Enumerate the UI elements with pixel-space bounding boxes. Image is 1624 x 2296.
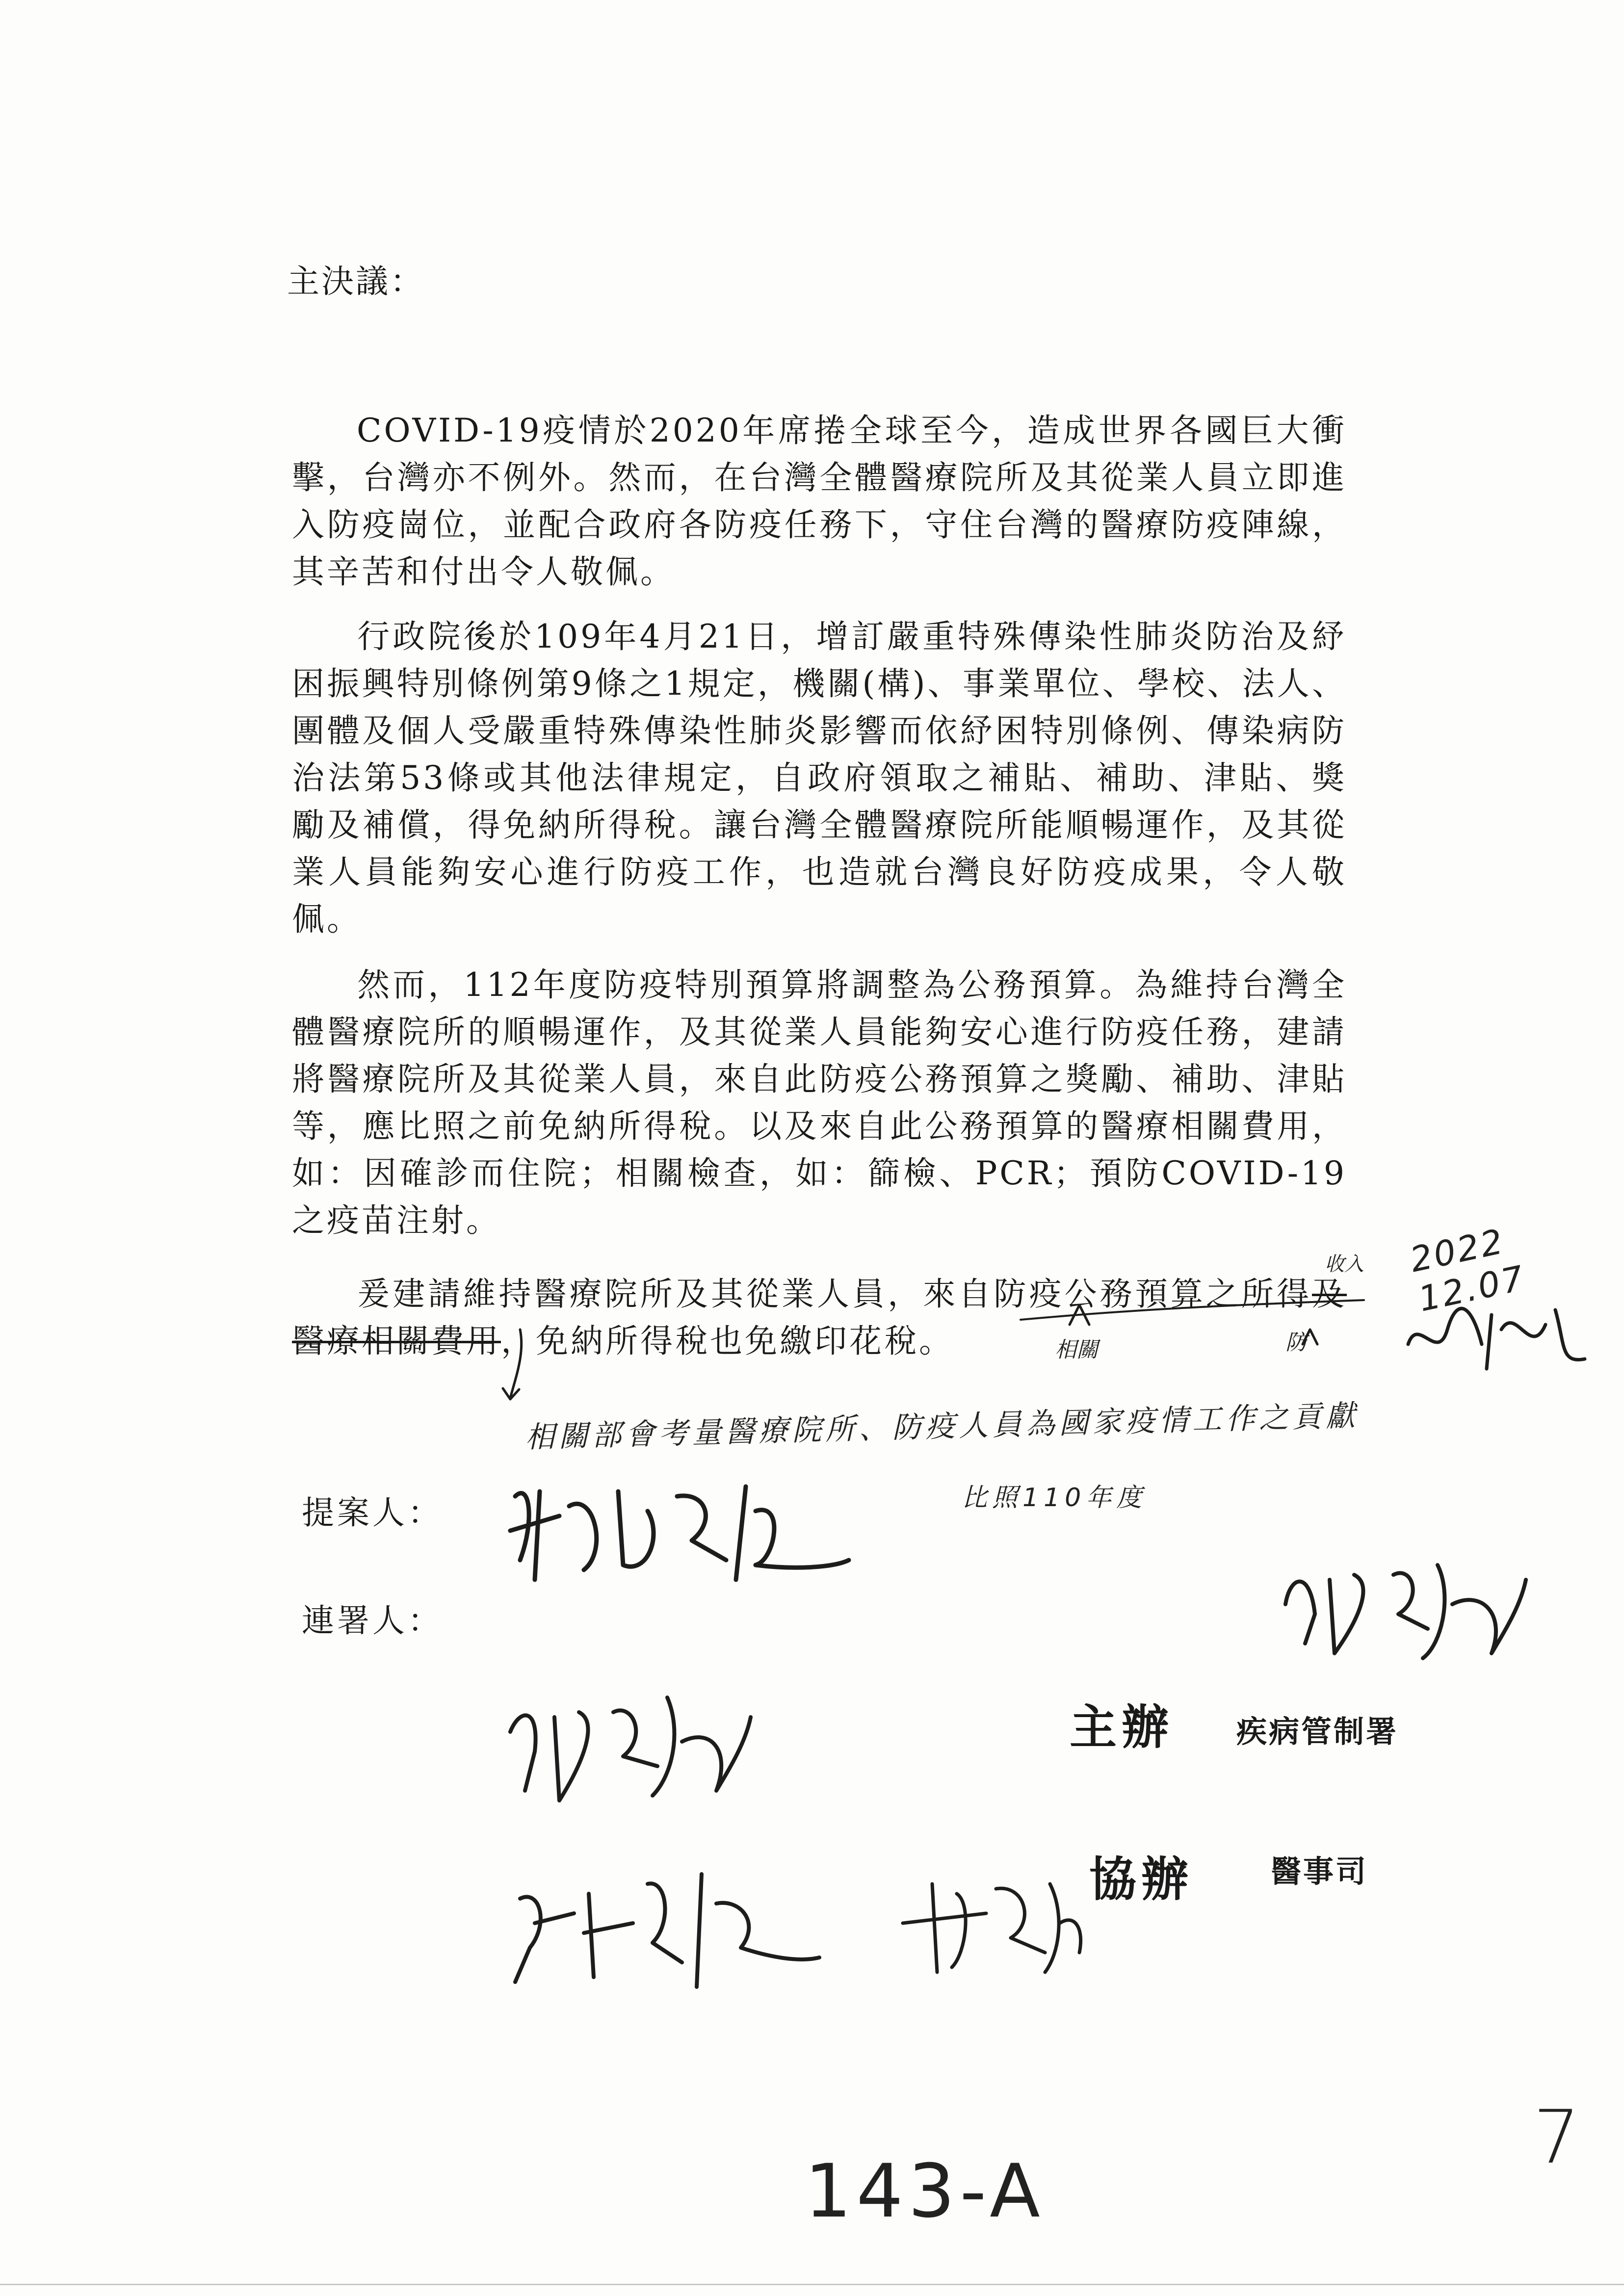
- cosigner-label: 連署人：: [302, 1602, 443, 1640]
- handwritten-insert-income: 收入: [1325, 1253, 1364, 1276]
- paragraph-4-prefix: 爰建請: [357, 1275, 464, 1313]
- handwritten-insert-fang: 防: [1285, 1330, 1307, 1355]
- insertion-marks: [491, 1276, 1423, 1403]
- assist-department: 醫事司: [1271, 1853, 1368, 1889]
- paragraph-4-text-a: 維持醫療院所及其從業人員，來自防疫公務預算之所得: [463, 1275, 1312, 1313]
- cosigner-signature-1: [1276, 1545, 1531, 1673]
- paragraph-3-text: 然而，112年度防疫特別預算將調整為公務預算。為維持台灣全體醫療院所的順暢運作，及其從業人員能夠安心進行防疫任務，建請將醫療院所及其從業人員，來自此防疫公務預算之獎勵、補助、津貼等，應比照之前免納所得稅。以及來自此公務預算的醫療相關費用，如：因確診而住院；相關檢查，如：篩檢、PCR；預防COVID-19之疫苗注射。: [292, 966, 1347, 1239]
- handwritten-date: 2022 12.07: [1406, 1221, 1529, 1320]
- handwritten-insert-related: 相關: [1055, 1337, 1098, 1362]
- handwritten-note-line-1: 相關部會考量醫療院所、防疫人員為國家疫情工作之貢獻: [524, 1398, 1360, 1455]
- struck-text-1: 及: [1312, 1275, 1347, 1313]
- lead-role-label: 主辦: [1070, 1699, 1174, 1755]
- cosigner-signature-2: [500, 1678, 756, 1810]
- handwritten-note-line-2: 比照110年度: [962, 1483, 1147, 1513]
- cosigner-signature-4: [898, 1854, 1094, 1982]
- paragraph-4-text-b: ，免納所得稅也免繳印花稅。: [501, 1322, 954, 1360]
- date-signature-scribble: [1398, 1285, 1595, 1383]
- paragraph-2: [292, 613, 1347, 943]
- struck-text-2: 醫療相關費用: [292, 1322, 501, 1360]
- page-number: 7: [1533, 2095, 1580, 2180]
- lead-department: 疾病管制署: [1236, 1714, 1399, 1749]
- paragraph-3: [292, 962, 1347, 1244]
- assist-role-label: 協辦: [1089, 1852, 1193, 1907]
- cosigner-signature-3: [505, 1854, 824, 2002]
- proposer-label: 提案人：: [302, 1494, 443, 1532]
- proposer-signature: [500, 1462, 854, 1609]
- paragraph-2-text: 行政院後於109年4月21日，增訂嚴重特殊傳染性肺炎防治及紓困振興特別條例第9條之1規定，機關(構)、事業單位、學校、法人、團體及個人受嚴重特殊傳染性肺炎影響而依紓困特別條例、傳染病防治法第53條或其他法律規定，自政府領取之補貼、補助、津貼、獎勵及補償，得免納所得稅。讓台灣全體醫療院所能順暢運作，及其從業人員能夠安心進行防疫工作，也造就台灣良好防疫成果，令人敬佩。: [292, 618, 1347, 938]
- case-number: 143-A: [805, 2149, 1045, 2234]
- resolution-heading: 主決議：: [287, 262, 424, 300]
- page-bottom-edge: [0, 2284, 1624, 2285]
- paragraph-1-text: COVID-19疫情於2020年席捲全球至今，造成世界各國巨大衝擊，台灣亦不例外。然而，在台灣全體醫療院所及其從業人員立即進入防疫崗位，並配合政府各防疫任務下，守住台灣的醫療防疫陣線，其辛苦和付出令人敬佩。: [292, 412, 1347, 591]
- paragraph-1: [292, 407, 1347, 596]
